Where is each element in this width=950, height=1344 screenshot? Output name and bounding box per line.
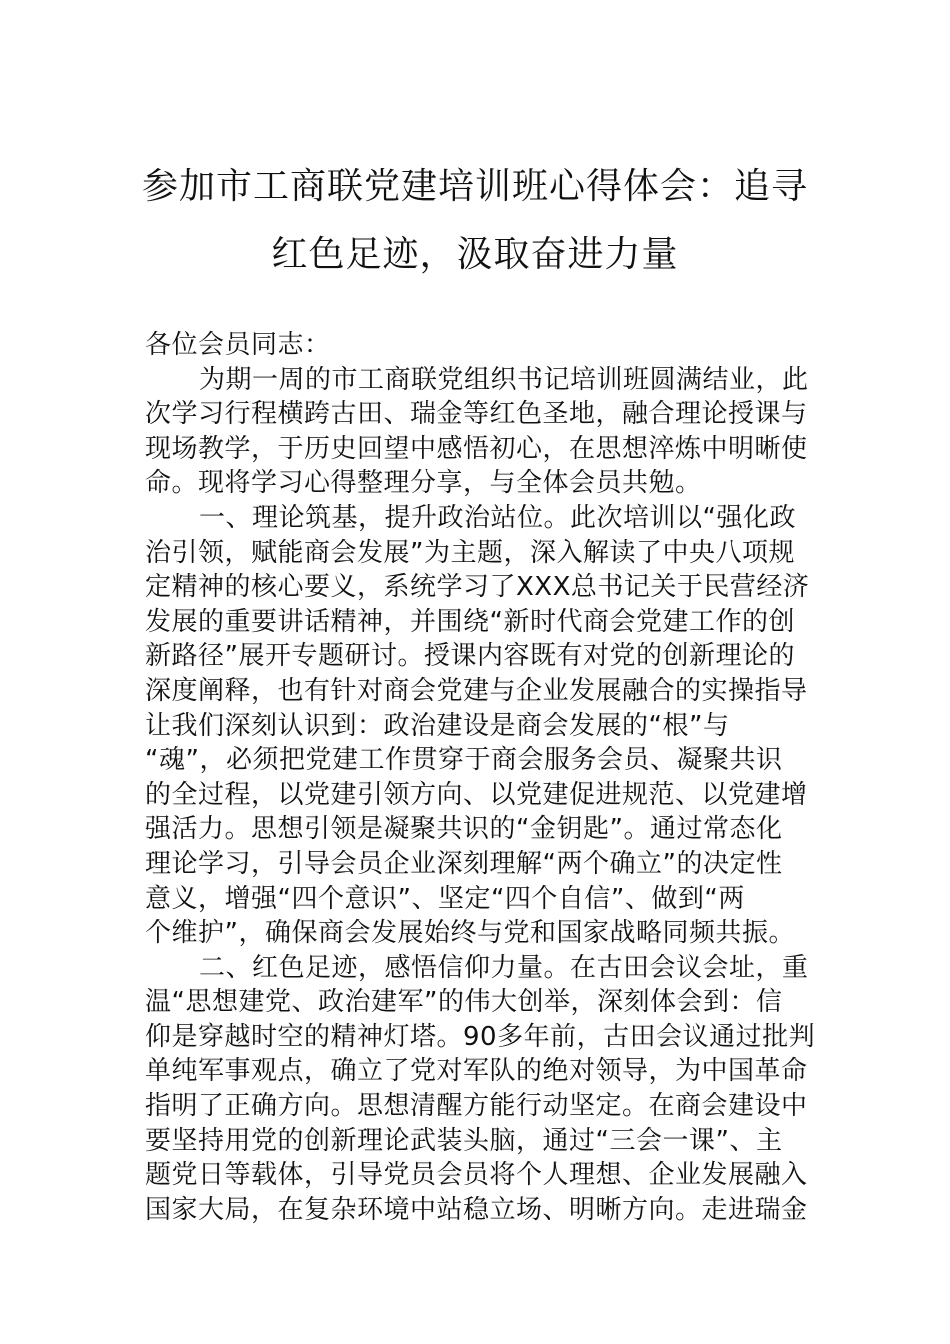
paragraph-line: 要坚持用党的创新理论武装头脑，通过“三会一课”、主 [145,1125,783,1156]
paragraph-line: 定精神的核心要义，系统学习了XXX总书记关于民营经济 [145,572,810,603]
document-title-line-1: 参加市工商联党建培训班心得体会：追寻 [141,166,808,207]
paragraph-line: 强活力。思想引领是凝聚共识的“金钥匙”。通过常态化 [145,814,783,845]
document-body [145,328,816,1227]
paragraph-line: 指明了正确方向。思想清醒方能行动坚定。在商会建设中 [145,1091,808,1122]
paragraph-line: 现场教学，于历史回望中感悟初心，在思想淬炼中明晰使 [145,433,808,464]
paragraph-line: 理论学习，引导会员企业深刻理解“两个确立”的决定性 [145,848,783,879]
paragraph-line: 治引领，赋能商会发展”为主题，深入解读了中央八项规 [145,537,795,568]
paragraph-line: 国家大局，在复杂环境中站稳立场、明晰方向。走进瑞金 [145,1194,808,1225]
paragraph-line: 让我们深刻认识到：政治建设是商会发展的“根”与 [145,710,730,741]
paragraph-line: 个维护”，确保商会发展始终与党和国家战略同频共振。 [145,918,795,949]
paragraph-line: 命。现将学习心得整理分享，与全体会员共勉。 [145,468,702,499]
paragraph-line: 为期一周的市工商联党组织书记培训班圆满结业，此 [199,364,809,395]
paragraph-line: 次学习行程横跨古田、瑞金等红色圣地，融合理论授课与 [145,399,808,430]
paragraph-line: 意义，增强“四个意识”、坚定“四个自信”、做到“两 [145,883,745,914]
paragraph-line: 一、理论筑基，提升政治站位。此次培训以“强化政 [199,502,796,533]
salutation: 各位会员同志： [145,330,331,360]
document-title-line-2: 红色足迹，汲取奋进力量 [271,234,679,275]
paragraph-line: 二、红色足迹，感悟信仰力量。在古田会议会址，重 [199,952,809,983]
paragraph-line: 仰是穿越时空的精神灯塔。90多年前，古田会议通过批判 [145,1021,816,1052]
paragraph-line: 题党日等载体，引导党员会员将个人理想、企业发展融入 [145,1160,808,1191]
paragraph-line: 单纯军事观点，确立了党对军队的绝对领导，为中国革命 [145,1056,808,1087]
paragraph-line: 温“思想建党、政治建军”的伟大创举，深刻体会到：信 [145,987,783,1018]
paragraph-line: 的全过程，以党建引领方向、以党建促进规范、以党建增 [145,779,808,810]
paragraph-line: “魂”，必须把党建工作贯穿于商会服务会员、凝聚共识 [145,745,783,776]
paragraph-line: 深度阐释，也有针对商会党建与企业发展融合的实操指导 [145,675,808,706]
paragraph-line: 发展的重要讲话精神，并围绕“新时代商会党建工作的创 [145,606,795,637]
paragraph-line: 新路径”展开专题研讨。授课内容既有对党的创新理论的 [145,641,795,672]
